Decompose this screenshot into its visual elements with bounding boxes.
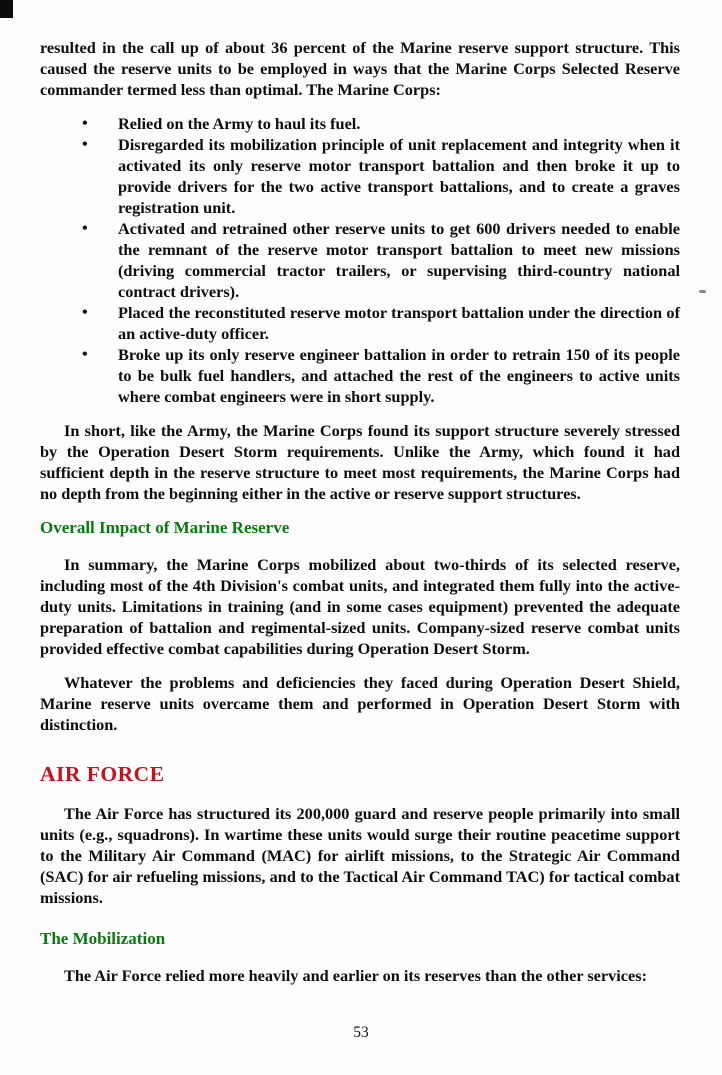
page-number: 53 bbox=[353, 1024, 369, 1041]
bullet-item-reconstituted-battalion bbox=[40, 302, 680, 344]
heading-air-force: AIR FORCE bbox=[40, 762, 165, 786]
bullet-marker: • bbox=[82, 344, 88, 363]
bullet-item-600-drivers bbox=[40, 218, 680, 302]
bullet-marker: • bbox=[82, 134, 88, 153]
bullet-marker: • bbox=[82, 302, 88, 321]
paragraph-in-short: In short, like the Army, the Marine Corps found its support structure severely stressed by the Operation Desert Storm requirements. Unlike the Army, which found it had sufficient depth in the reserve structure to meet most requirements, the Marine Corps had no depth from the beginning either in the active or reserve support structures. bbox=[40, 421, 680, 503]
paragraph-whatever-problems: Whatever the problems and deficiencies they faced during Operation Desert Shield, Marine reserve units overcame them and performed in Operation Desert Storm with distinction. bbox=[40, 673, 680, 734]
paragraph-in-summary: In summary, the Marine Corps mobilized about two-thirds of its selected reserve, including most of the 4th Division's combat units, and integrated them fully into the active-duty units. Limitations in training (and in some cases equipment) prevented the adequate preparation of battalion and regimental-sized units. Company-sized reserve combat units provided effective combat capabilities during Operation Desert Storm. bbox=[40, 555, 680, 658]
heading-overall-impact-marine-reserve: Overall Impact of Marine Reserve bbox=[40, 518, 290, 537]
bullet-item-engineer-battalion bbox=[40, 344, 680, 407]
bullet-item-mobilization-principle bbox=[40, 134, 680, 218]
marine-corps-bullet-list bbox=[40, 113, 680, 407]
bullet-text: Placed the reconstituted reserve motor transport battalion under the direction of an active-duty officer. bbox=[118, 303, 680, 343]
bullet-text: Disregarded its mobilization principle of unit replacement and integrity when it activated its only reserve motor transport battalion and then broke it up to provide drivers for the two active transport battalions, and to create a graves registration unit. bbox=[118, 135, 680, 217]
bullet-item-fuel bbox=[40, 113, 680, 134]
paragraph-air-force-structure: The Air Force has structured its 200,000 guard and reserve people primarily into small units (e.g., squadrons). In wartime these units would surge their routine peacetime support to the Military Air Command (MAC) for airlift missions, to the Strategic Air Command (SAC) for air refueling missions, and to the Tactical Air Command TAC) for tactical combat missions. bbox=[40, 804, 680, 907]
heading-the-mobilization: The Mobilization bbox=[40, 929, 166, 948]
scan-artifact-corner bbox=[0, 0, 13, 18]
bullet-marker: • bbox=[82, 218, 88, 237]
bullet-text: Relied on the Army to haul its fuel. bbox=[118, 114, 361, 133]
paragraph-marine-callup: resulted in the call up of about 36 percent of the Marine reserve support structure. This caused the reserve units to be employed in ways that the Marine Corps Selected Reserve commander termed less than optimal. The Marine Corps: bbox=[40, 38, 680, 99]
bullet-text: Broke up its only reserve engineer battalion in order to retrain 150 of its people to be bulk fuel handlers, and attached the rest of the engineers to active units where combat engineers were in short supply. bbox=[118, 345, 680, 406]
bullet-text: Activated and retrained other reserve units to get 600 drivers needed to enable the remnant of the reserve motor transport battalion to meet new missions (driving commercial tractor trailers, or supervising third-country national contract drivers). bbox=[118, 219, 680, 301]
scan-artifact-speck bbox=[699, 290, 706, 293]
bullet-marker: • bbox=[82, 113, 88, 132]
paragraph-air-force-reliance: The Air Force relied more heavily and earlier on its reserves than the other services: bbox=[64, 966, 647, 985]
